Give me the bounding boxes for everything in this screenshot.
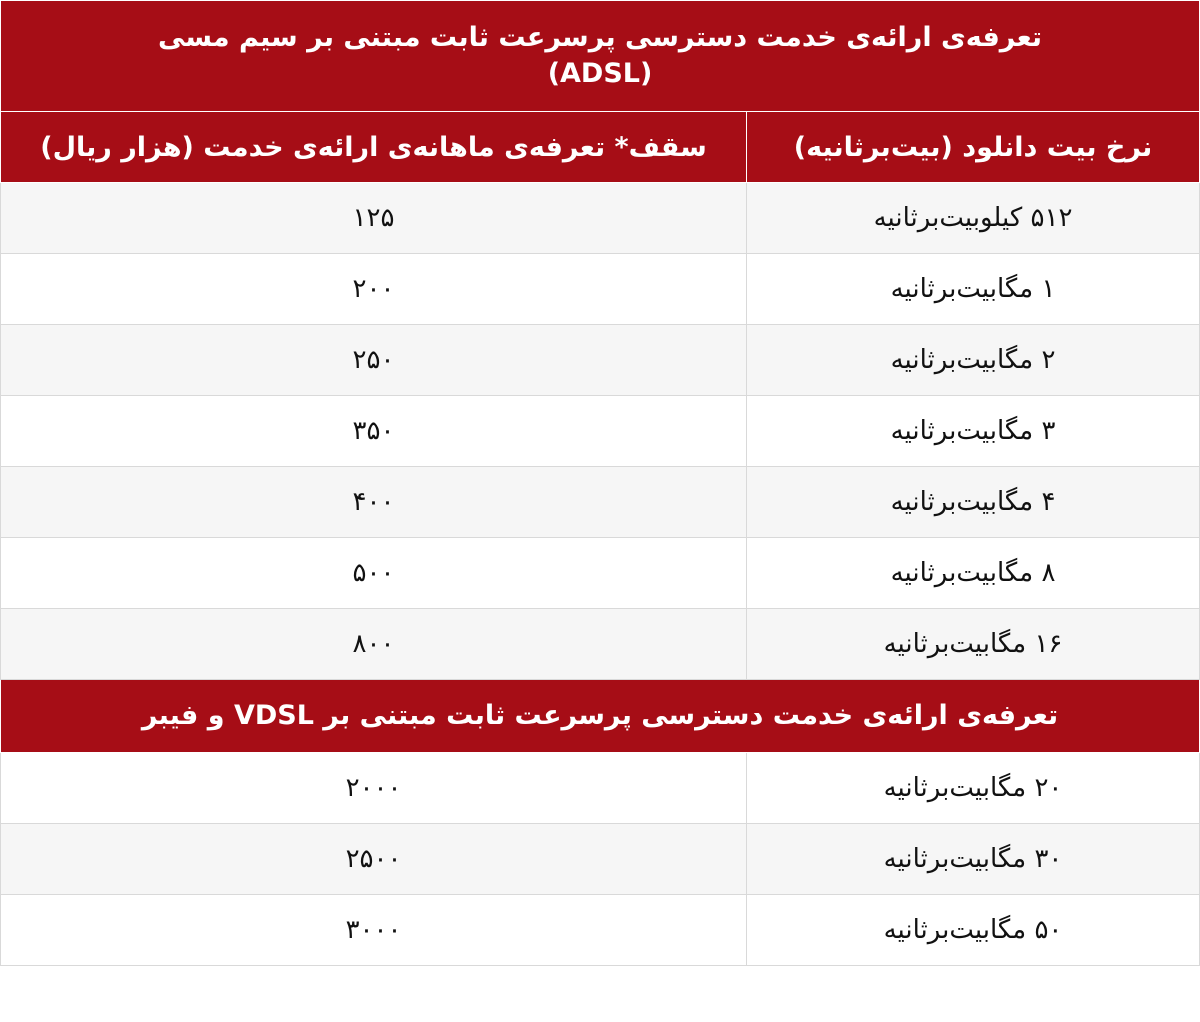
price-cell: ۱۲۵ [1,183,747,254]
speed-cell: ۱۶ مگابیت‌برثانیه [747,609,1200,680]
speed-cell: ۳ مگابیت‌برثانیه [747,396,1200,467]
table-row [1,538,1200,609]
table-row [1,753,1200,824]
price-cell: ۲۰۰۰ [1,753,747,824]
speed-cell: ۲۰ مگابیت‌برثانیه [747,753,1200,824]
price-column-header: سقف* تعرفه‌ی ماهانه‌ی ارائه‌ی خدمت (هزار ریال) [1,112,747,183]
vdsl-title-cell: تعرفه‌ی ارائه‌ی خدمت دسترسی پرسرعت ثابت مبتنی بر VDSL و فیبر [1,680,1200,753]
speed-cell: ۴ مگابیت‌برثانیه [747,467,1200,538]
adsl-title-line1: تعرفه‌ی ارائه‌ی خدمت دسترسی پرسرعت ثابت مبتنی بر سیم مسی [158,22,1042,53]
table-row [1,895,1200,966]
speed-cell: ۸ مگابیت‌برثانیه [747,538,1200,609]
adsl-title-row [1,1,1200,112]
table-row [1,254,1200,325]
price-cell: ۲۰۰ [1,254,747,325]
table-row [1,467,1200,538]
adsl-title-cell [1,1,1200,112]
adsl-title-line2: (ADSL) [547,58,653,89]
table-row [1,396,1200,467]
speed-cell: ۵۱۲ کیلوبیت‌برثانیه [747,183,1200,254]
table-row [1,325,1200,396]
price-cell: ۳۰۰۰ [1,895,747,966]
table-row [1,183,1200,254]
table-row [1,609,1200,680]
speed-cell: ۵۰ مگابیت‌برثانیه [747,895,1200,966]
speed-column-header: نرخ بیت دانلود (بیت‌برثانیه) [747,112,1200,183]
price-cell: ۲۵۰۰ [1,824,747,895]
speed-cell: ۳۰ مگابیت‌برثانیه [747,824,1200,895]
price-cell: ۳۵۰ [1,396,747,467]
price-cell: ۵۰۰ [1,538,747,609]
vdsl-title-row [1,680,1200,753]
speed-cell: ۲ مگابیت‌برثانیه [747,325,1200,396]
column-header-row [1,112,1200,183]
price-cell: ۴۰۰ [1,467,747,538]
price-cell: ۲۵۰ [1,325,747,396]
speed-cell: ۱ مگابیت‌برثانیه [747,254,1200,325]
table-row [1,824,1200,895]
price-cell: ۸۰۰ [1,609,747,680]
